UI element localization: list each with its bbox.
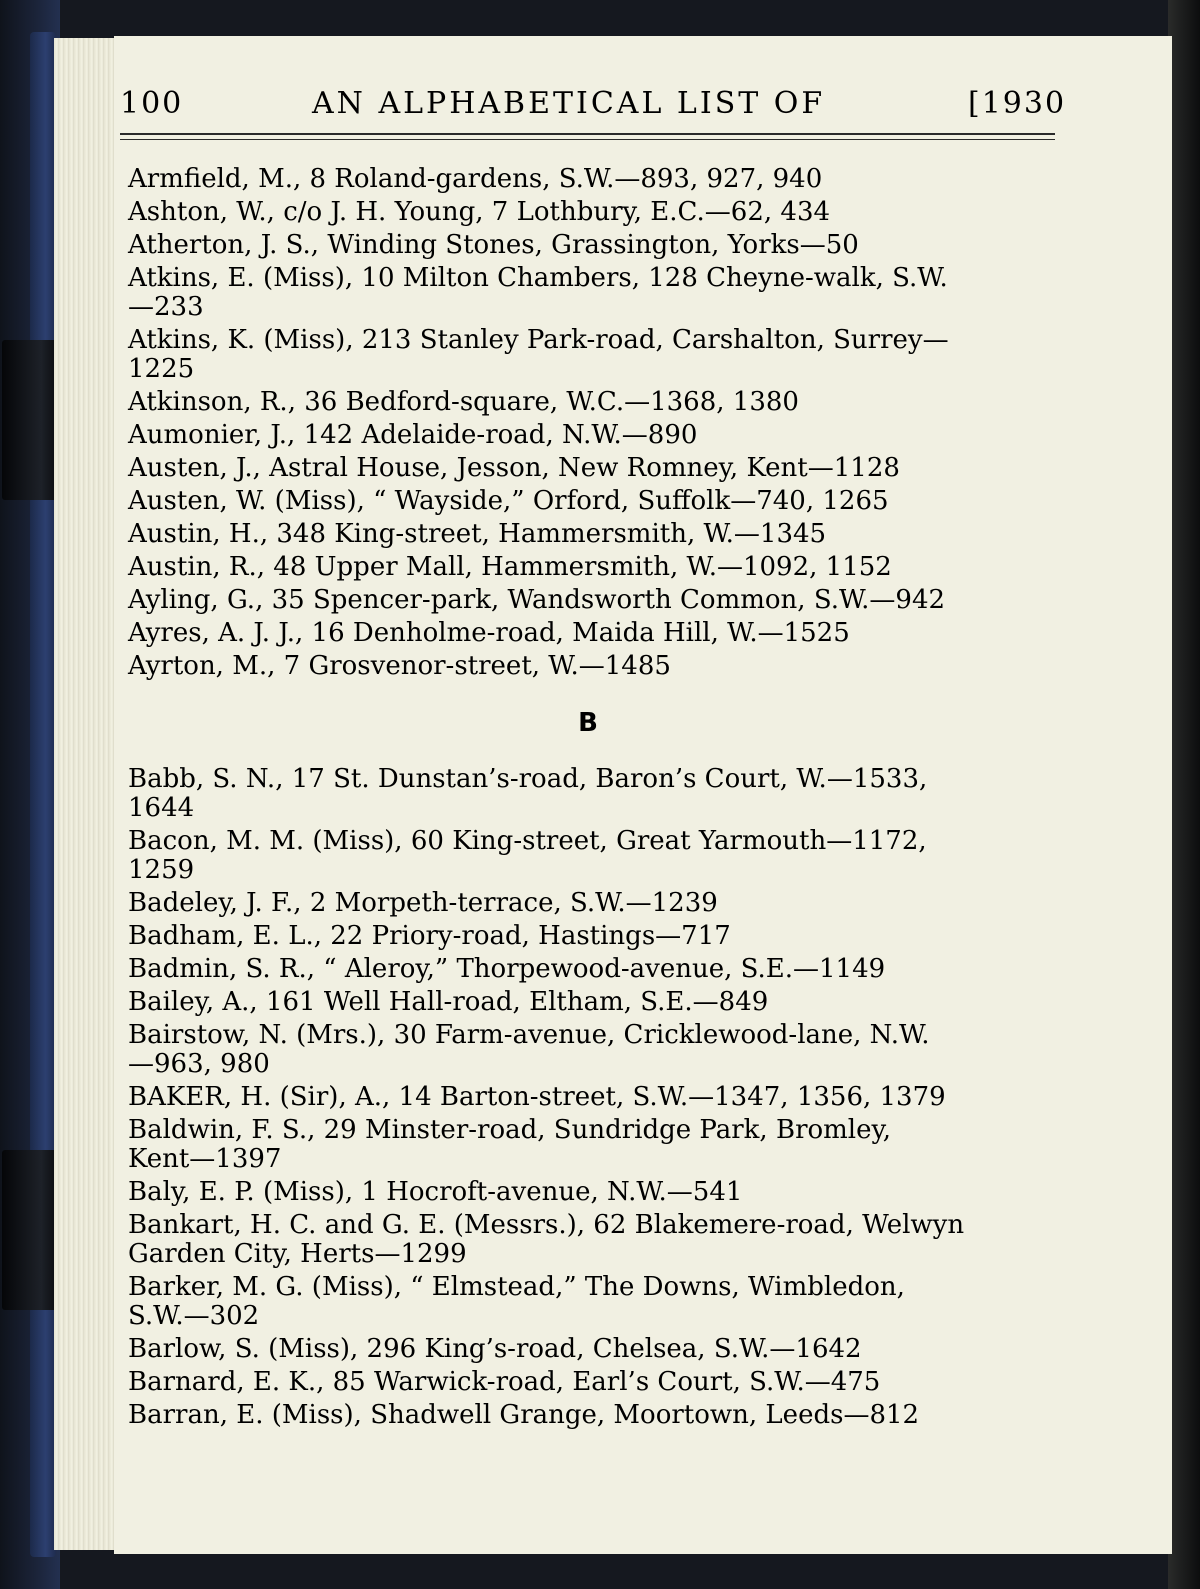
list-entry bbox=[128, 889, 1048, 918]
page-number: 100 bbox=[120, 86, 184, 121]
list-entry bbox=[128, 421, 1048, 450]
entry-line: Barker, M. G. (Miss), “ Elmstead,” The Downs, Wimbledon, bbox=[128, 1272, 905, 1302]
entry-line: Badeley, J. F., 2 Morpeth-terrace, S.W.—1239 bbox=[128, 888, 718, 918]
header-rule-thin bbox=[120, 139, 1055, 140]
list-entry bbox=[128, 619, 1048, 648]
entry-line: Bankart, H. C. and G. E. (Messrs.), 62 Blakemere-road, Welwyn bbox=[128, 1210, 965, 1240]
list-entry bbox=[128, 1021, 1048, 1079]
entry-line: Ayrton, M., 7 Grosvenor-street, W.—1485 bbox=[128, 651, 671, 681]
entry-line: Austin, H., 348 King-street, Hammersmith, W.—1345 bbox=[128, 519, 827, 549]
list-entry bbox=[128, 586, 1048, 615]
entry-line: Badham, E. L., 22 Priory-road, Hastings—717 bbox=[128, 921, 731, 951]
list-entry bbox=[128, 388, 1048, 417]
list-entry bbox=[128, 922, 1048, 951]
list-entry bbox=[128, 553, 1048, 582]
entry-line: Aumonier, J., 142 Adelaide-road, N.W.—890 bbox=[128, 420, 698, 450]
entry-continuation: 1225 bbox=[128, 354, 195, 384]
list-entry bbox=[128, 1401, 1048, 1430]
list-entry bbox=[128, 1116, 1048, 1174]
list-entry bbox=[128, 765, 1048, 823]
entry-line: Atkinson, R., 36 Bedford-square, W.C.—1368, 1380 bbox=[128, 387, 799, 417]
list-entry bbox=[128, 231, 1048, 260]
cover-edge bbox=[30, 32, 56, 1557]
year-label: [1930 bbox=[968, 86, 1067, 121]
list-entry bbox=[128, 165, 1048, 194]
list-entry bbox=[128, 827, 1048, 885]
entry-line: BAKER, H. (Sir), A., 14 Barton-street, S.W.—1347, 1356, 1379 bbox=[128, 1082, 946, 1112]
entry-line: Ashton, W., c/o J. H. Young, 7 Lothbury, E.C.—62, 434 bbox=[128, 197, 831, 227]
entries-section-b bbox=[128, 765, 1048, 1430]
list-entry bbox=[128, 652, 1048, 681]
entry-line: Bacon, M. M. (Miss), 60 King-street, Great Yarmouth—1172, bbox=[128, 826, 927, 856]
list-entry bbox=[128, 1178, 1048, 1207]
entry-line: Baly, E. P. (Miss), 1 Hocroft-avenue, N.W.—541 bbox=[128, 1177, 743, 1207]
entry-continuation: 1644 bbox=[128, 793, 195, 823]
list-entry bbox=[128, 955, 1048, 984]
entry-continuation: 1259 bbox=[128, 855, 195, 885]
entry-line: Atkins, E. (Miss), 10 Milton Chambers, 128 Cheyne-walk, S.W. bbox=[128, 263, 948, 293]
list-entry bbox=[128, 988, 1048, 1017]
entry-line: Badmin, S. R., “ Aleroy,” Thorpewood-avenue, S.E.—1149 bbox=[128, 954, 886, 984]
entry-line: Baldwin, F. S., 29 Minster-road, Sundridge Park, Bromley, bbox=[128, 1115, 892, 1145]
entry-line: Bailey, A., 161 Well Hall-road, Eltham, S.E.—849 bbox=[128, 987, 769, 1017]
entry-line: Barlow, S. (Miss), 296 King’s-road, Chelsea, S.W.—1642 bbox=[128, 1334, 862, 1364]
list-entry bbox=[128, 1368, 1048, 1397]
list-entry bbox=[128, 454, 1048, 483]
clasp-strap-top bbox=[2, 340, 58, 500]
entry-line: Bairstow, N. (Mrs.), 30 Farm-avenue, Cricklewood-lane, N.W. bbox=[128, 1020, 930, 1050]
running-head bbox=[120, 86, 1067, 126]
entry-line: Austen, J., Astral House, Jesson, New Romney, Kent—1128 bbox=[128, 453, 900, 483]
entry-line: Barnard, E. K., 85 Warwick-road, Earl’s Court, S.W.—475 bbox=[128, 1367, 881, 1397]
page-title: AN ALPHABETICAL LIST OF bbox=[312, 86, 826, 121]
entry-continuation: Garden City, Herts—1299 bbox=[128, 1239, 467, 1269]
entry-line: Austen, W. (Miss), “ Wayside,” Orford, Suffolk—740, 1265 bbox=[128, 486, 889, 516]
entry-line: Atherton, J. S., Winding Stones, Grassington, Yorks—50 bbox=[128, 230, 859, 260]
entry-line: Atkins, K. (Miss), 213 Stanley Park-road, Carshalton, Surrey— bbox=[128, 325, 949, 355]
entry-line: Ayres, A. J. J., 16 Denholme-road, Maida Hill, W.—1525 bbox=[128, 618, 850, 648]
spine-shadow bbox=[1168, 0, 1200, 1589]
list-entry bbox=[128, 1211, 1048, 1269]
entry-line: Austin, R., 48 Upper Mall, Hammersmith, W.—1092, 1152 bbox=[128, 552, 892, 582]
entry-continuation: Kent—1397 bbox=[128, 1144, 282, 1174]
list-entry bbox=[128, 1273, 1048, 1331]
clasp-strap-bottom bbox=[2, 1150, 58, 1310]
list-entry bbox=[128, 264, 1048, 322]
entry-line: Armfield, M., 8 Roland-gardens, S.W.—893, 927, 940 bbox=[128, 164, 823, 194]
list-entry bbox=[128, 326, 1048, 384]
header-rule bbox=[120, 133, 1055, 135]
list-entry bbox=[128, 198, 1048, 227]
entry-list bbox=[128, 165, 1048, 1430]
entry-continuation: S.W.—302 bbox=[128, 1301, 260, 1331]
entry-continuation: —963, 980 bbox=[128, 1049, 270, 1079]
entry-line: Babb, S. N., 17 St. Dunstan’s-road, Baron’s Court, W.—1533, bbox=[128, 764, 928, 794]
entry-line: Ayling, G., 35 Spencer-park, Wandsworth Common, S.W.—942 bbox=[128, 585, 946, 615]
list-entry bbox=[128, 520, 1048, 549]
entry-line: Barran, E. (Miss), Shadwell Grange, Moortown, Leeds—812 bbox=[128, 1400, 920, 1430]
list-entry bbox=[128, 1083, 1048, 1112]
list-entry bbox=[128, 487, 1048, 516]
section-letter: B bbox=[578, 708, 598, 738]
entry-continuation: —233 bbox=[128, 292, 204, 322]
list-entry bbox=[128, 1335, 1048, 1364]
entries-section-a bbox=[128, 165, 1048, 681]
